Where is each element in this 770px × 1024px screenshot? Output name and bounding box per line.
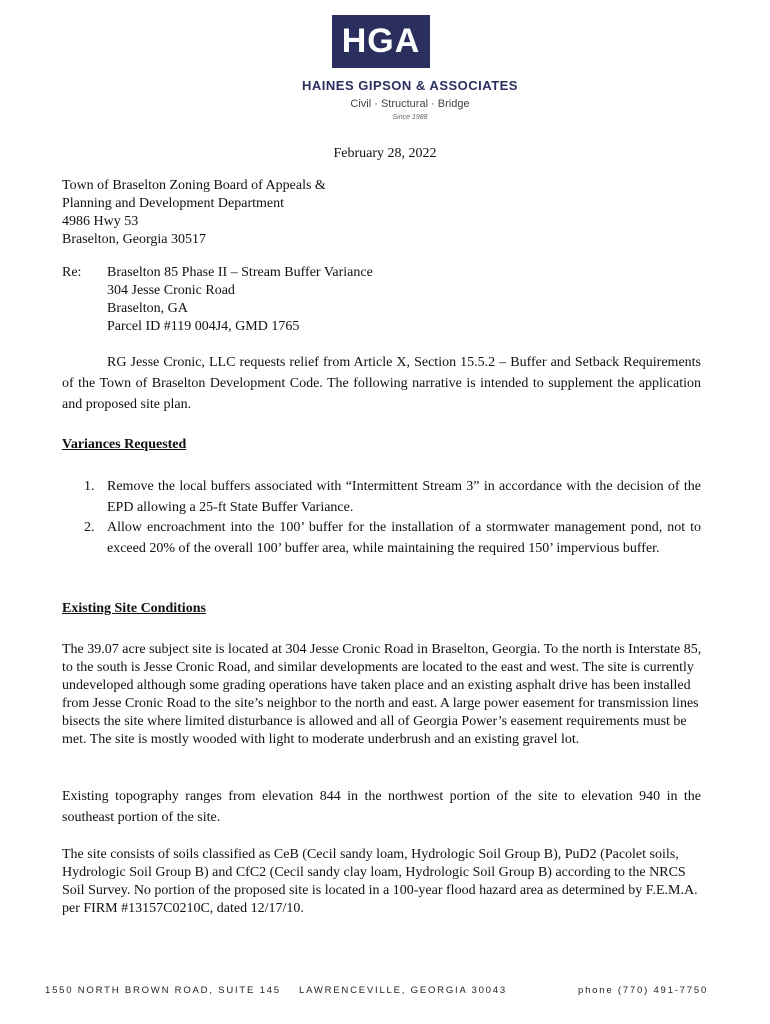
recipient-line: Planning and Development Department <box>62 196 284 211</box>
footer-phone: phone (770) 491-7750 <box>578 985 709 996</box>
re-subject <box>107 264 373 336</box>
firm-tagline: Civil · Structural · Bridge <box>350 98 470 110</box>
letterhead-footer <box>0 985 770 999</box>
list-text: Remove the local buffers associated with “Intermittent Stream 3” in accordance with the decision of the EPD allowing a 25-ft State Buffer Variance. <box>107 479 701 515</box>
list-text: Allow encroachment into the 100’ buffer for the installation of a stormwater management pond, not to exceed 20% of the overall 100’ buffer area, while maintaining the required 150’ impervious buffer. <box>107 520 701 556</box>
recipient-line: Braselton, Georgia 30517 <box>62 232 206 247</box>
intro-paragraph: RG Jesse Cronic, LLC requests relief from Article X, Section 15.5.2 – Buffer and Setback Requirements of the Town of Braselton Development Code. The following narrative is intended to supplement the application and proposed site plan. <box>62 355 701 412</box>
firm-name: HAINES GIPSON & ASSOCIATES <box>302 78 518 93</box>
re-label: Re: <box>62 265 82 280</box>
recipient-address <box>62 177 326 249</box>
list-number: 1. <box>84 479 95 494</box>
existing-paragraph-2: Existing topography ranges from elevation 844 in the northwest portion of the site to elevation 940 in the southeast portion of the site. <box>62 789 701 825</box>
logo-text: HGA <box>341 22 421 60</box>
recipient-line: Town of Braselton Zoning Board of Appeals & <box>62 178 326 193</box>
list-item <box>84 518 701 559</box>
re-line: Braselton, GA <box>107 301 188 316</box>
variances-heading: Variances Requested <box>62 437 187 452</box>
letter-date: February 28, 2022 <box>333 146 437 161</box>
list-item <box>84 477 701 518</box>
firm-since: Since 1988 <box>392 114 428 121</box>
existing-paragraph-1: The 39.07 acre subject site is located at 304 Jesse Cronic Road in Braselton, Georgia. To the north is Interstate 85, to the south is Jesse Cronic Road, and similar developments are located to the east and west. The site is currently undeveloped although some grading operations have taken place and an existing asphalt drive has been installed from Jesse Cronic Road to the site’s neighbor to the north and east. A large power easement for transmission lines bisects the site where limited disturbance is allowed and all of Georgia Power’s easement requirements must be met. The site is mostly wooded with light to moderate underbrush and an existing gravel lot. <box>62 642 702 747</box>
re-line: Braselton 85 Phase II – Stream Buffer Variance <box>107 265 373 280</box>
re-line: 304 Jesse Cronic Road <box>107 283 235 298</box>
footer-city: LAWRENCEVILLE, GEORGIA 30043 <box>299 985 507 996</box>
variances-list <box>84 477 701 559</box>
footer-address: 1550 NORTH BROWN ROAD, SUITE 145 <box>45 985 281 996</box>
existing-heading: Existing Site Conditions <box>62 601 206 616</box>
re-line: Parcel ID #119 004J4, GMD 1765 <box>107 319 300 334</box>
list-number: 2. <box>84 520 95 535</box>
recipient-line: 4986 Hwy 53 <box>62 214 139 229</box>
company-logo <box>332 15 430 68</box>
existing-paragraph-3: The site consists of soils classified as CeB (Cecil sandy loam, Hydrologic Soil Group B), PuD2 (Pacolet soils, Hydrologic Soil Group B) and CfC2 (Cecil sandy clay loam, Hydrologic Soil Group B) according to the NRCS Soil Survey. No portion of the proposed site is located in a 100-year flood hazard area as determined by F.E.M.A. per FIRM #13157C0210C, dated 12/17/10. <box>62 847 698 916</box>
